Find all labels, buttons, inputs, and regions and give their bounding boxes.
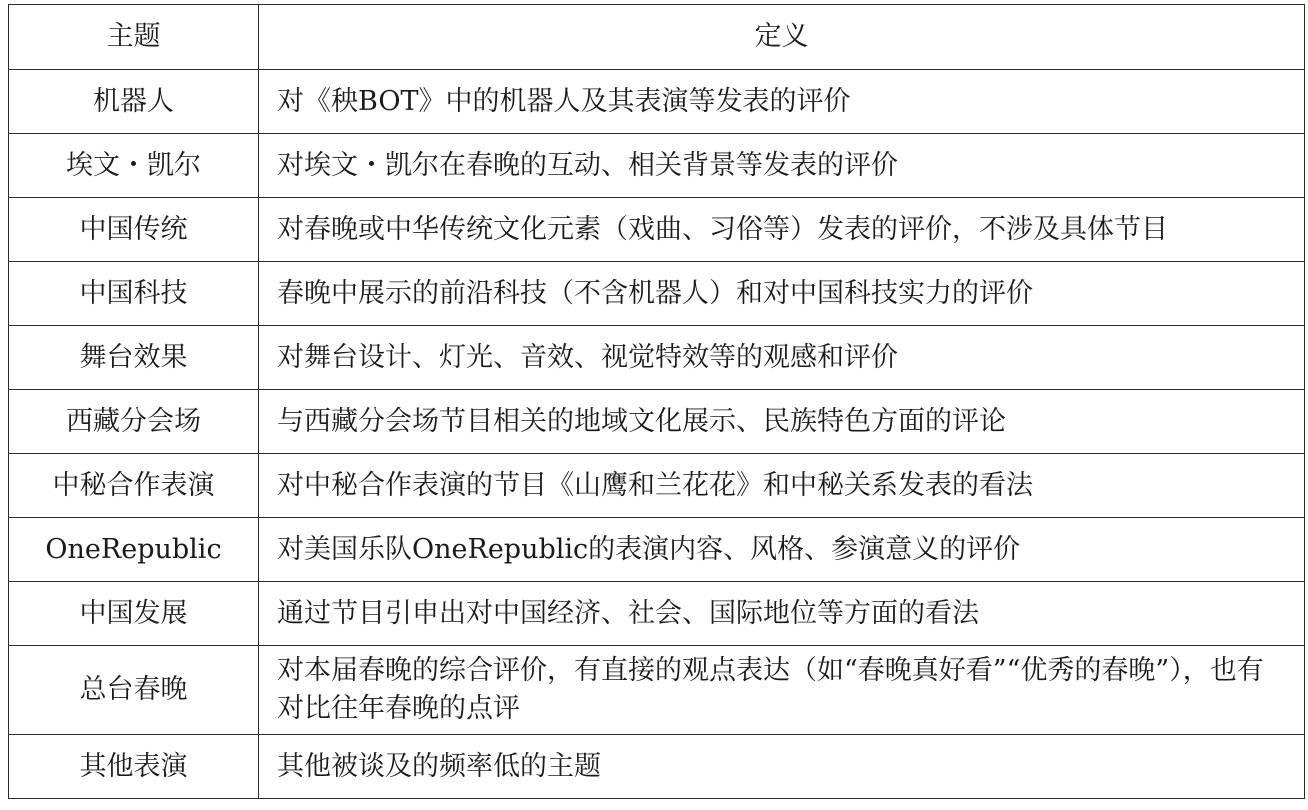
- definition-cell: 对春晚或中华传统文化元素（戏曲、习俗等）发表的评价，不涉及具体节目: [259, 198, 1305, 262]
- table-row: [9, 582, 1305, 646]
- table-row: [9, 70, 1305, 134]
- table-row: [9, 646, 1305, 735]
- table-row: [9, 518, 1305, 582]
- topic-definition-table-container: [8, 4, 1304, 799]
- table-row: [9, 262, 1305, 326]
- definition-cell: 对美国乐队OneRepublic的表演内容、风格、参演意义的评价: [259, 518, 1305, 582]
- definition-cell: 通过节目引申出对中国经济、社会、国际地位等方面的看法: [259, 582, 1305, 646]
- topic-definition-table: [8, 4, 1305, 799]
- table-row: [9, 198, 1305, 262]
- definition-cell: 与西藏分会场节目相关的地域文化展示、民族特色方面的评论: [259, 390, 1305, 454]
- topic-cell: OneRepublic: [9, 518, 259, 582]
- topic-cell: 舞台效果: [9, 326, 259, 390]
- topic-cell: 其他表演: [9, 735, 259, 799]
- definition-cell: 其他被谈及的频率低的主题: [259, 735, 1305, 799]
- topic-cell: 中国传统: [9, 198, 259, 262]
- table-row: [9, 326, 1305, 390]
- topic-cell: 中国发展: [9, 582, 259, 646]
- topic-cell: 中秘合作表演: [9, 454, 259, 518]
- definition-cell: 对埃文・凯尔在春晚的互动、相关背景等发表的评价: [259, 134, 1305, 198]
- topic-cell: 埃文・凯尔: [9, 134, 259, 198]
- table-header-row: [9, 5, 1305, 70]
- definition-cell: 对《秧BOT》中的机器人及其表演等发表的评价: [259, 70, 1305, 134]
- table-row: [9, 390, 1305, 454]
- topic-cell: 机器人: [9, 70, 259, 134]
- topic-cell: 中国科技: [9, 262, 259, 326]
- definition-cell: 对中秘合作表演的节目《山鹰和兰花花》和中秘关系发表的看法: [259, 454, 1305, 518]
- table-row: [9, 735, 1305, 799]
- topic-cell: 西藏分会场: [9, 390, 259, 454]
- definition-cell: 春晚中展示的前沿科技（不含机器人）和对中国科技实力的评价: [259, 262, 1305, 326]
- table-row: [9, 134, 1305, 198]
- definition-cell: 对本届春晚的综合评价，有直接的观点表达（如“春晚真好看”“优秀的春晚”），也有对比往年春晚的点评: [259, 646, 1305, 735]
- table-row: [9, 454, 1305, 518]
- header-topic: 主题: [9, 5, 259, 70]
- definition-cell: 对舞台设计、灯光、音效、视觉特效等的观感和评价: [259, 326, 1305, 390]
- topic-cell: 总台春晚: [9, 646, 259, 735]
- header-definition: 定义: [259, 5, 1305, 70]
